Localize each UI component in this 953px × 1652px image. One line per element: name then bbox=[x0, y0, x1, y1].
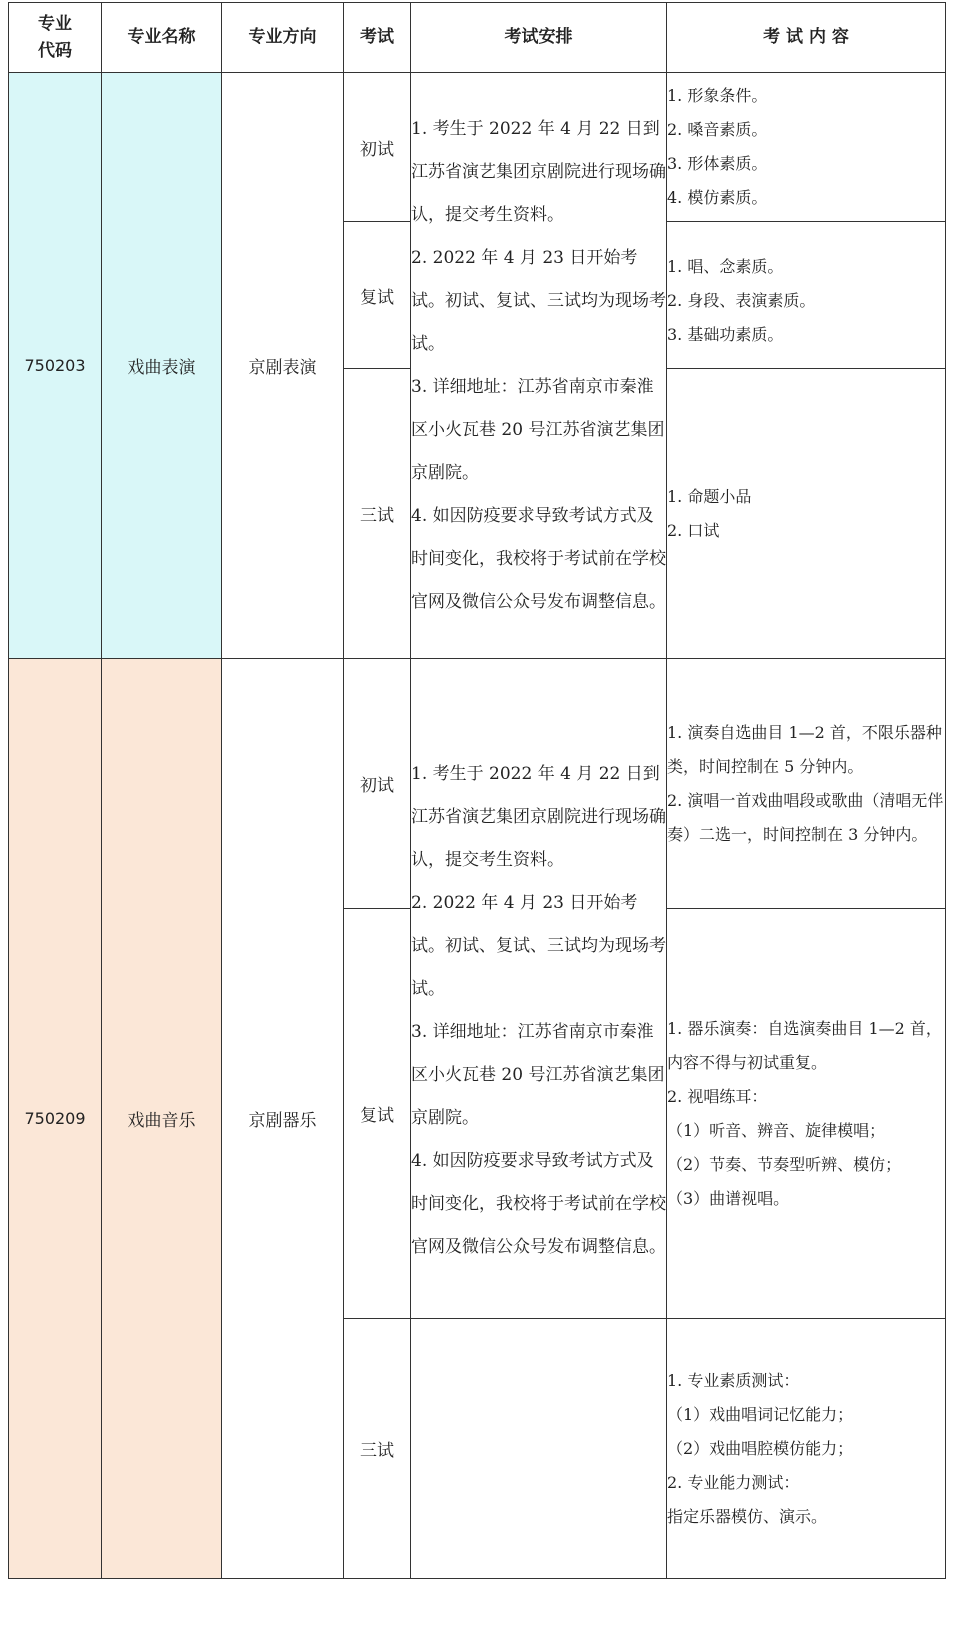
content-line: 2. 口试 bbox=[667, 520, 720, 540]
content-line: 2. 身段、表演素质。 bbox=[667, 291, 816, 310]
exam-content bbox=[667, 659, 946, 909]
exam-content bbox=[667, 1319, 946, 1579]
exam-content bbox=[667, 73, 946, 222]
exam-stage: 复试 bbox=[344, 222, 411, 369]
content-line: 1. 唱、念素质。 bbox=[667, 257, 784, 276]
content-line: 3. 基础功素质。 bbox=[667, 325, 784, 344]
major-code: 750203 bbox=[9, 73, 102, 659]
content-line: （3）曲谱视唱。 bbox=[667, 1188, 790, 1208]
exam-arrangement bbox=[411, 73, 667, 659]
header-row bbox=[9, 3, 946, 73]
content-line: （1）戏曲唱词记忆能力； bbox=[667, 1404, 854, 1424]
exam-stage: 三试 bbox=[344, 369, 411, 659]
exam-stage: 初试 bbox=[344, 659, 411, 909]
table-row bbox=[9, 659, 946, 909]
header-exam: 考试 bbox=[344, 3, 411, 73]
exam-content bbox=[667, 369, 946, 659]
header-name: 专业名称 bbox=[102, 3, 222, 73]
major-name: 戏曲表演 bbox=[102, 73, 222, 659]
exam-arrangement-empty bbox=[411, 1319, 667, 1579]
content-line: 1. 形象条件。 bbox=[667, 86, 768, 105]
arrangement-item: 4. 如因防疫要求导致考试方式及时间变化，我校将于考试前在学校官网及微信公众号发布调整信息。 bbox=[411, 1150, 666, 1257]
major-code: 750209 bbox=[9, 659, 102, 1579]
major-direction: 京剧器乐 bbox=[222, 659, 344, 1579]
admission-exam-table bbox=[8, 2, 946, 1579]
content-line: （1）听音、辨音、旋律模唱； bbox=[667, 1120, 886, 1140]
content-line: 3. 形体素质。 bbox=[667, 154, 768, 173]
content-line: 4. 模仿素质。 bbox=[667, 188, 768, 207]
content-line: （2）节奏、节奏型听辨、模仿； bbox=[667, 1154, 902, 1174]
header-code-line1: 专业 bbox=[38, 14, 72, 35]
arrangement-item: 3. 详细地址：江苏省南京市秦淮区小火瓦巷 20 号江苏省演艺集团京剧院。 bbox=[411, 1021, 665, 1128]
content-line: 2. 嗓音素质。 bbox=[667, 120, 768, 139]
header-arrangement: 考试安排 bbox=[411, 3, 667, 73]
exam-stage: 三试 bbox=[344, 1319, 411, 1579]
arrangement-item: 1. 考生于 2022 年 4 月 22 日到江苏省演艺集团京剧院进行现场确认，提交考生资料。 bbox=[411, 763, 666, 870]
arrangement-item: 2. 2022 年 4 月 23 日开始考试。初试、复试、三试均为现场考试。 bbox=[411, 247, 666, 354]
content-line: 2. 视唱练耳： bbox=[667, 1086, 768, 1106]
exam-arrangement bbox=[411, 659, 667, 1319]
header-code-line2: 代码 bbox=[38, 40, 72, 61]
content-line: 1. 演奏自选曲目 1—2 首，不限乐器种类，时间控制在 5 分钟内。 bbox=[667, 722, 942, 776]
content-line: 1. 命题小品 bbox=[667, 486, 752, 506]
header-direction: 专业方向 bbox=[222, 3, 344, 73]
exam-stage: 初试 bbox=[344, 73, 411, 222]
content-line: 1. 器乐演奏：自选演奏曲目 1—2 首，内容不得与初试重复。 bbox=[667, 1018, 942, 1072]
arrangement-item: 2. 2022 年 4 月 23 日开始考试。初试、复试、三试均为现场考试。 bbox=[411, 892, 666, 999]
content-line: 指定乐器模仿、演示。 bbox=[667, 1506, 828, 1526]
arrangement-item: 3. 详细地址：江苏省南京市秦淮区小火瓦巷 20 号江苏省演艺集团京剧院。 bbox=[411, 376, 665, 483]
major-direction: 京剧表演 bbox=[222, 73, 344, 659]
content-line: 2. 专业能力测试： bbox=[667, 1472, 800, 1492]
exam-content bbox=[667, 909, 946, 1319]
arrangement-item: 4. 如因防疫要求导致考试方式及时间变化，我校将于考试前在学校官网及微信公众号发布调整信息。 bbox=[411, 505, 666, 612]
table-row bbox=[9, 73, 946, 222]
exam-stage: 复试 bbox=[344, 909, 411, 1319]
content-line: 1. 专业素质测试： bbox=[667, 1370, 800, 1390]
major-name: 戏曲音乐 bbox=[102, 659, 222, 1579]
exam-content bbox=[667, 222, 946, 369]
arrangement-item: 1. 考生于 2022 年 4 月 22 日到江苏省演艺集团京剧院进行现场确认，提交考生资料。 bbox=[411, 118, 666, 225]
content-line: （2）戏曲唱腔模仿能力； bbox=[667, 1438, 854, 1458]
content-line: 2. 演唱一首戏曲唱段或歌曲（清唱无伴奏）二选一，时间控制在 3 分钟内。 bbox=[667, 790, 944, 844]
header-code bbox=[9, 3, 102, 73]
header-content: 考 试 内 容 bbox=[667, 3, 946, 73]
